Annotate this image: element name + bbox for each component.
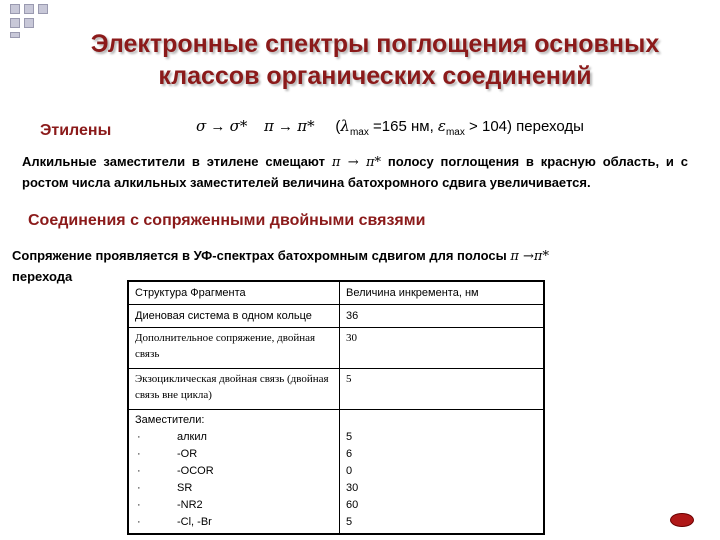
value-cell: 30 bbox=[340, 328, 545, 369]
para1-text-end: полосу поглощения в красную область, и с ростом числа алкильных заместителей величина батохромного сдвига увеличивается. bbox=[22, 154, 688, 190]
deco-square bbox=[24, 4, 34, 14]
conjugated-heading: Соединения с сопряженными двойными связями bbox=[28, 212, 426, 229]
slide-nav-button[interactable] bbox=[670, 513, 694, 527]
deco-square bbox=[38, 4, 48, 14]
substituent-values-cell bbox=[340, 410, 545, 535]
deco-square bbox=[10, 18, 20, 28]
list-item: · -OCOR bbox=[135, 463, 333, 480]
table-row bbox=[128, 369, 544, 410]
list-item: · -NR2 bbox=[135, 497, 333, 514]
substituent-value: 5 bbox=[346, 516, 353, 528]
title-line-1: Электронные спектры поглощения основных bbox=[90, 30, 660, 58]
list-item: · SR bbox=[135, 480, 333, 497]
pi-symbol: π bbox=[264, 117, 274, 135]
substituent-value: 5 bbox=[346, 431, 353, 443]
value-cell: 5 bbox=[340, 369, 545, 410]
table-header-row bbox=[128, 281, 544, 305]
sigma-star-symbol: σ* bbox=[229, 117, 248, 135]
alkyl-paragraph bbox=[22, 152, 688, 193]
para1-transition: π → π* bbox=[331, 155, 382, 170]
deco-square bbox=[24, 18, 34, 28]
substituents-label: Заместители: bbox=[135, 414, 205, 426]
substituent-value: 60 bbox=[346, 499, 359, 511]
lambda-symbol: λ bbox=[340, 117, 350, 135]
list-item: · -Cl, -Br bbox=[135, 514, 333, 531]
epsilon-symbol: ε bbox=[437, 117, 446, 135]
deco-square bbox=[10, 4, 20, 14]
substituent-value: 6 bbox=[346, 448, 353, 460]
substituents-cell bbox=[128, 410, 340, 535]
header-structure: Структура Фрагмента bbox=[128, 281, 340, 305]
list-item: · алкил bbox=[135, 429, 333, 446]
title-line-2: классов органических соединений bbox=[158, 62, 592, 90]
slide-title bbox=[30, 28, 720, 92]
substituent-value: 0 bbox=[346, 465, 353, 477]
structure-cell: Экзоциклическая двойная связь (двойная связь вне цикла) bbox=[128, 369, 340, 410]
list-item: · -OR bbox=[135, 446, 333, 463]
lambda-value: =165 нм, bbox=[373, 118, 434, 135]
para2-text-end: перехода bbox=[12, 269, 73, 284]
ethylene-heading: Этилены bbox=[40, 122, 112, 139]
para2-transition: π →π* bbox=[510, 249, 549, 264]
sigma-symbol: σ bbox=[196, 117, 207, 135]
table-row-substituents bbox=[128, 410, 544, 535]
epsilon-value: > 104) переходы bbox=[469, 118, 584, 135]
open-paren: ( bbox=[335, 118, 341, 135]
arrow-symbol: → bbox=[210, 118, 226, 135]
increment-table bbox=[127, 280, 545, 535]
table-row bbox=[128, 328, 544, 369]
pi-star-symbol: π* bbox=[297, 117, 315, 135]
para1-text-start: Алкильные заместители в этилене смещают bbox=[22, 154, 325, 169]
arrow-symbol: → bbox=[278, 118, 294, 135]
header-increment: Величина инкремента, нм bbox=[340, 281, 545, 305]
structure-cell: Дополнительное сопряжение, двойная связь bbox=[128, 328, 340, 369]
value-cell: 36 bbox=[340, 305, 545, 328]
substituent-value: 30 bbox=[346, 482, 359, 494]
lambda-subscript: max bbox=[349, 127, 369, 138]
deco-square bbox=[10, 32, 20, 38]
epsilon-subscript: max bbox=[445, 127, 465, 138]
transition-formula bbox=[196, 117, 584, 138]
structure-cell: Диеновая система в одном кольце bbox=[128, 305, 340, 328]
table-row bbox=[128, 305, 544, 328]
para2-text-start: Сопряжение проявляется в УФ-спектрах батохромным сдвигом для полосы bbox=[12, 248, 507, 263]
substituent-list bbox=[135, 429, 333, 531]
